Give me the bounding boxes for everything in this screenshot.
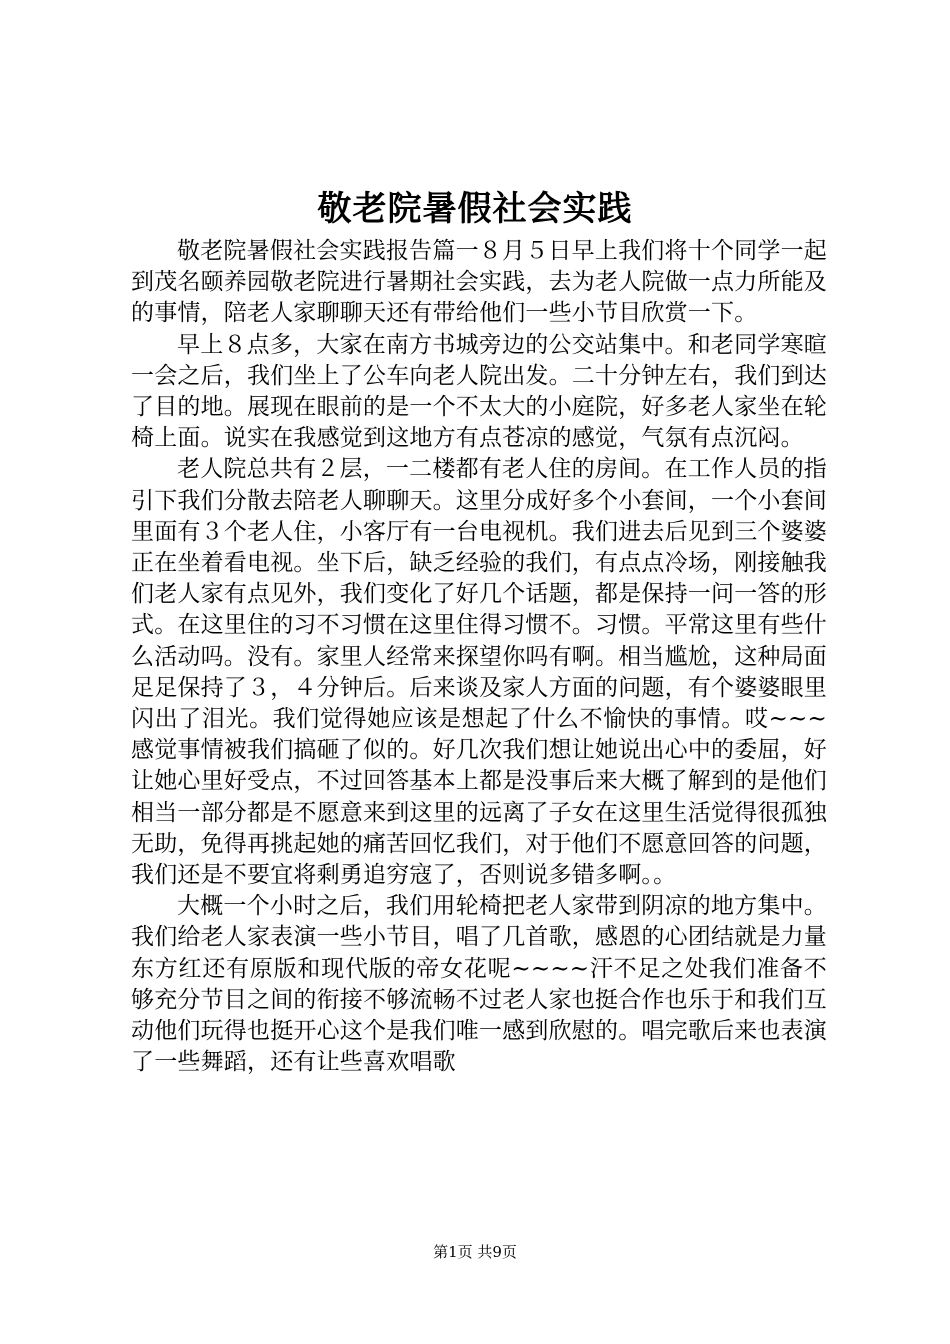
paragraph: 敬老院暑假社会实践报告篇一８月５日早上我们将十个同学一起到茂名颐养园敬老院进行暑期社会实践，去为老人院做一点力所能及的事情，陪老人家聊聊天还有带给他们一些小节目欣赏一下。 <box>131 238 827 327</box>
document-body <box>131 236 827 1078</box>
page-number-footer: 第1页 共9页 <box>433 1243 517 1261</box>
document-title: 敬老院暑假社会实践 <box>317 189 633 229</box>
paragraph: 老人院总共有２层，一二楼都有老人住的房间。在工作人员的指引下我们分散去陪老人聊聊天。这里分成好多个小套间，一个小套间里面有３个老人住，小客厅有一台电视机。我们进去后见到三个婆婆正在坐着看电视。坐下后，缺乏经验的我们，有点点冷场，刚接触我们老人家有点见外，我们变化了好几个话题，都是保持一问一答的形式。在这里住的习不习惯在这里住得习惯不。习惯。平常这里有些什么活动吗。没有。家里人经常来探望你吗有啊。相当尴尬，这种局面足足保持了３，４分钟后。后来谈及家人方面的问题，有个婆婆眼里闪出了泪光。我们觉得她应该是想起了什么不愉快的事情。哎~~~感觉事情被我们搞砸了似的。好几次我们想让她说出心中的委屈，好让她心里好受点，不过回答基本上都是没事后来大概了解到的是他们相当一部分都是不愿意来到这里的远离了子女在这里生活觉得很孤独无助，免得再挑起她的痛苦回忆我们，对于他们不愿意回答的问题，我们还是不要宜将剩勇追穷寇了，否则说多错多啊。。 <box>131 456 827 889</box>
paragraph: 早上８点多，大家在南方书城旁边的公交站集中。和老同学寒暄一会之后，我们坐上了公车向老人院出发。二十分钟左右，我们到达了目的地。展现在眼前的是一个不太大的小庭院，好多老人家坐在轮椅上面。说实在我感觉到这地方有点苍凉的感觉，气氛有点沉闷。 <box>131 331 827 452</box>
paragraph: 大概一个小时之后，我们用轮椅把老人家带到阴凉的地方集中。我们给老人家表演一些小节目，唱了几首歌，感恩的心团结就是力量东方红还有原版和现代版的帝女花呢~~~~汗不足之处我们准备不够充分节目之间的衔接不够流畅不过老人家也挺合作也乐于和我们互动他们玩得也挺开心这个是我们唯一感到欣慰的。唱完歌后来也表演了一些舞蹈，还有让些喜欢唱歌 <box>131 893 827 1076</box>
